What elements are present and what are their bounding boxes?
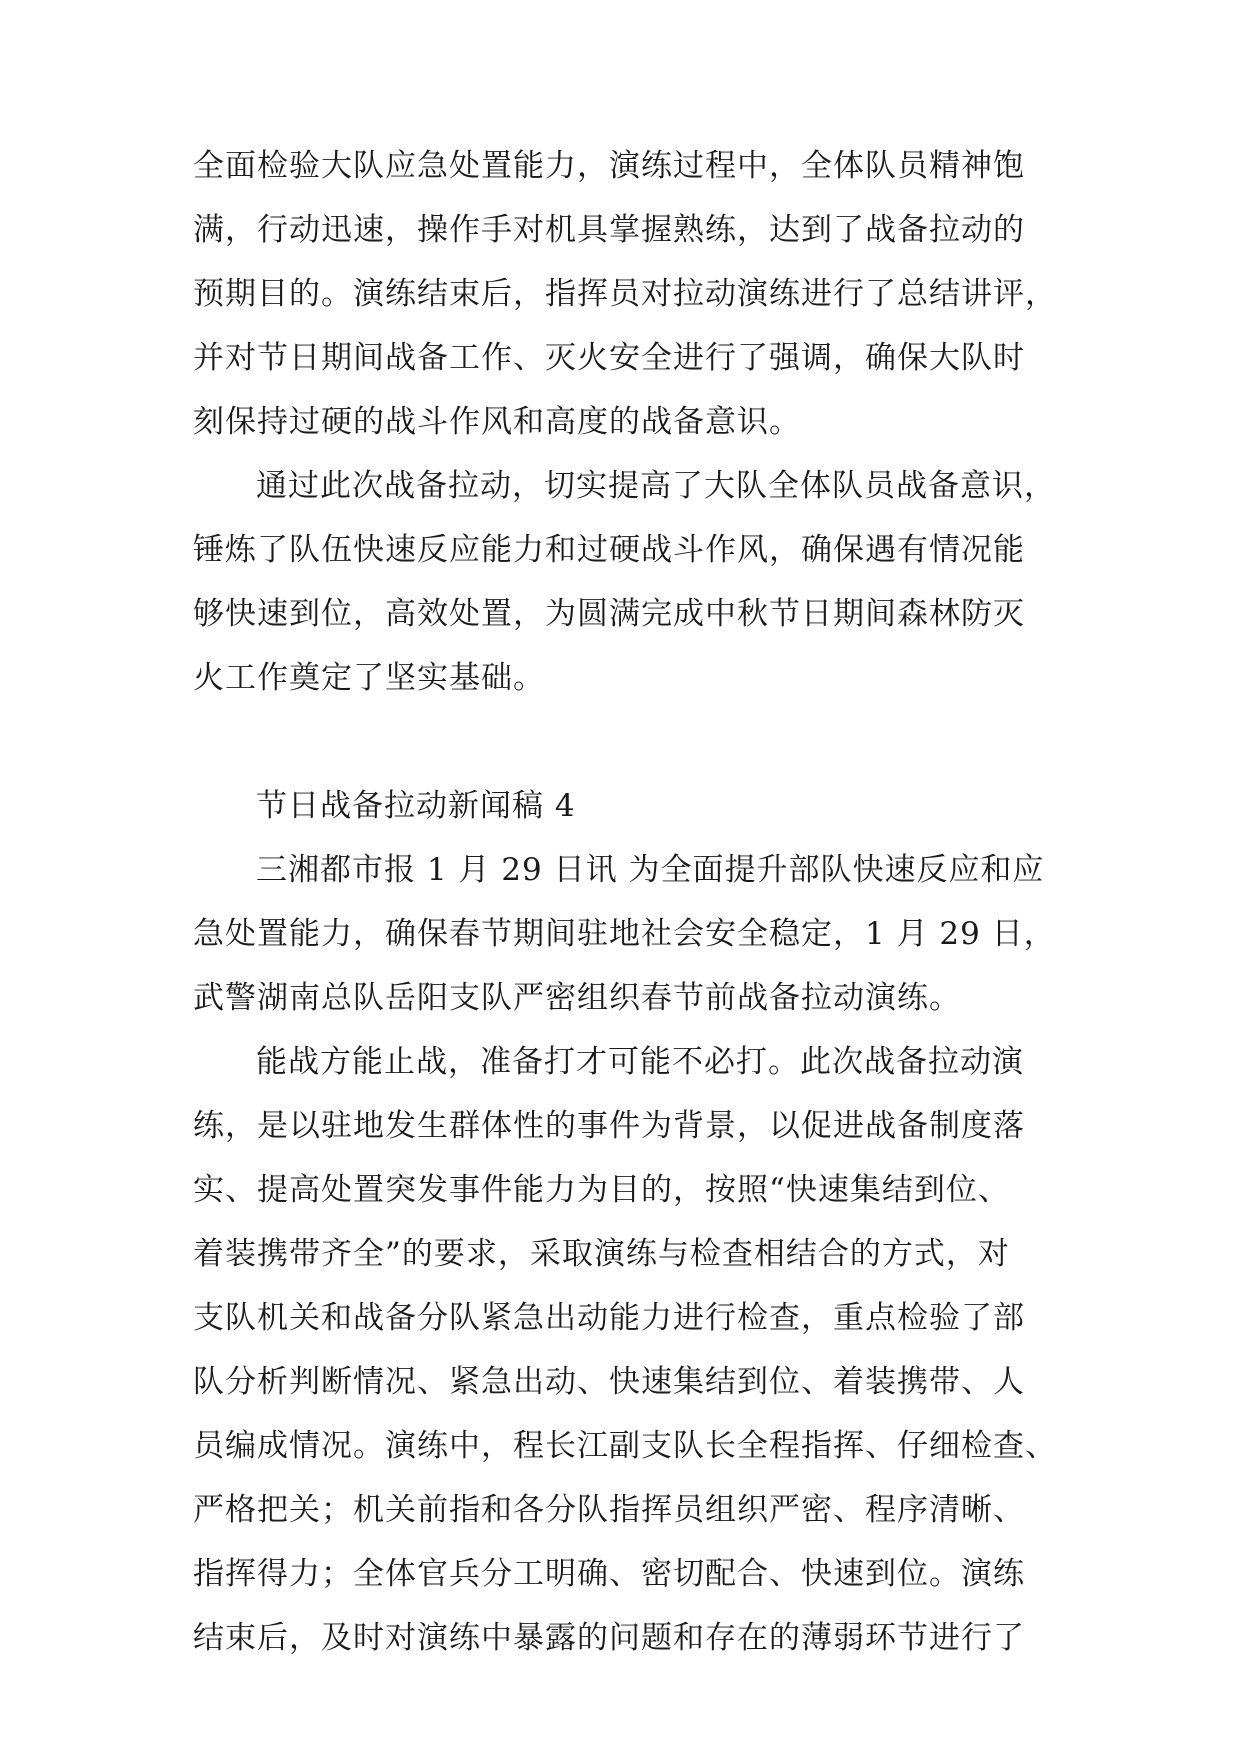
- paragraph-1: [193, 134, 1073, 454]
- section-title: 节日战备拉动新闻稿 4: [256, 788, 576, 824]
- text-line: 员编成情况。演练中，程长江副支队长全程指挥、仔细检查、: [193, 1428, 1057, 1464]
- document-body: [193, 134, 1073, 1670]
- paragraph-4: [193, 1030, 1073, 1670]
- text-line: 队分析判断情况、紧急出动、快速集结到位、着装携带、人: [193, 1364, 1025, 1400]
- paragraph-2: [193, 454, 1073, 710]
- text-line: 武警湖南总队岳阳支队严密组织春节前战备拉动演练。: [193, 980, 961, 1016]
- text-line: 并对节日期间战备工作、灭火安全进行了强调，确保大队时: [193, 340, 1025, 376]
- text-line: 全面检验大队应急处置能力，演练过程中，全体队员精神饱: [193, 148, 1025, 184]
- text-line: 刻保持过硬的战斗作风和高度的战备意识。: [193, 404, 801, 440]
- text-line: 实、提高处置突发事件能力为目的，按照“快速集结到位、: [193, 1172, 1010, 1208]
- text-line: 通过此次战备拉动，切实提高了大队全体队员战备意识，: [256, 468, 1056, 504]
- text-line: 严格把关；机关前指和各分队指挥员组织严密、程序清晰、: [193, 1492, 1025, 1528]
- blank-line: [193, 710, 1073, 774]
- paragraph-3: [193, 838, 1073, 1030]
- text-line: 着装携带齐全”的要求，采取演练与检查相结合的方式，对: [193, 1236, 1010, 1272]
- text-line: 结束后，及时对演练中暴露的问题和存在的薄弱环节进行了: [193, 1620, 1025, 1656]
- text-line: 三湘都市报 1 月 29 日讯 为全面提升部队快速反应和应: [256, 852, 1045, 888]
- text-line: 满，行动迅速，操作手对机具掌握熟练，达到了战备拉动的: [193, 212, 1025, 248]
- text-line: 锤炼了队伍快速反应能力和过硬战斗作风，确保遇有情况能: [193, 532, 1025, 568]
- text-line: 急处置能力，确保春节期间驻地社会安全稳定，1 月 29 日，: [193, 916, 1056, 952]
- text-line: 指挥得力；全体官兵分工明确、密切配合、快速到位。演练: [193, 1556, 1025, 1592]
- text-line: 支队机关和战备分队紧急出动能力进行检查，重点检验了部: [193, 1300, 1025, 1336]
- text-line: 火工作奠定了坚实基础。: [193, 660, 545, 696]
- text-line: 够快速到位，高效处置，为圆满完成中秋节日期间森林防灭: [193, 596, 1025, 632]
- text-line: 预期目的。演练结束后，指挥员对拉动演练进行了总结讲评，: [193, 276, 1057, 312]
- text-line: 练，是以驻地发生群体性的事件为背景，以促进战备制度落: [193, 1108, 1025, 1144]
- text-line: 能战方能止战，准备打才可能不必打。此次战备拉动演: [256, 1044, 1024, 1080]
